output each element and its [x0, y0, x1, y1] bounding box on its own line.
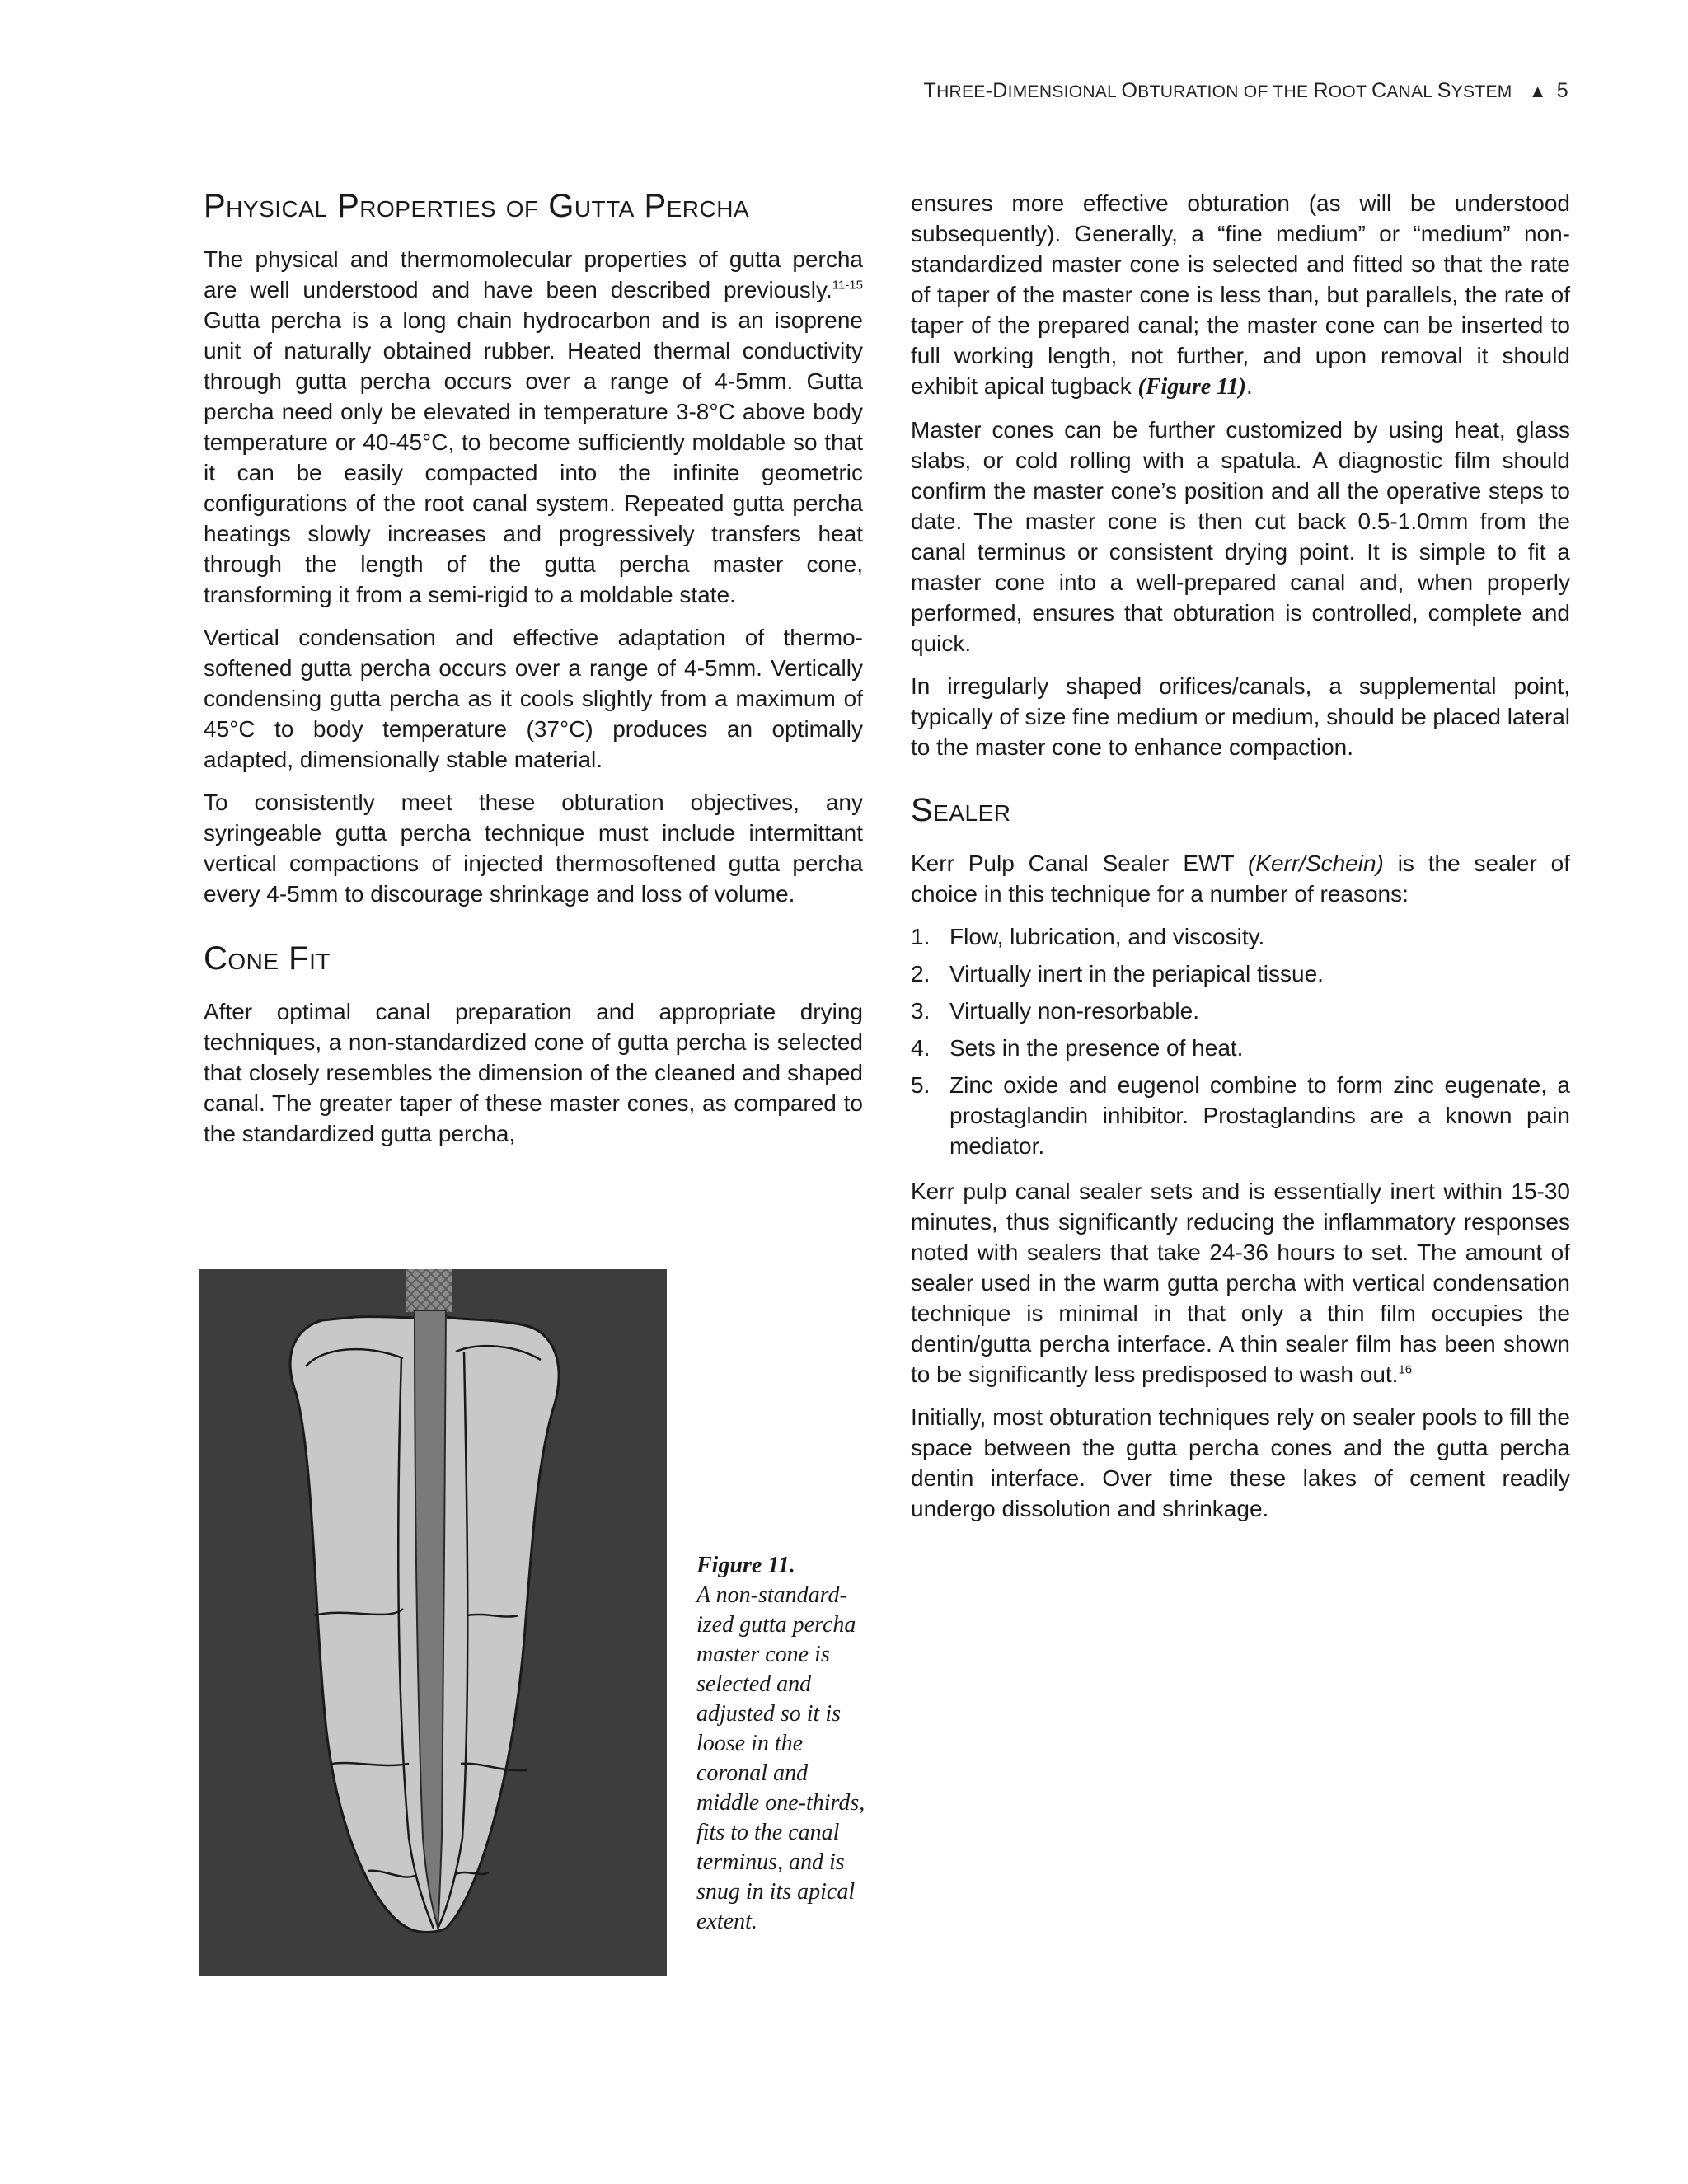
figure-11-illustration — [199, 1269, 667, 1976]
tooth-diagram — [199, 1269, 667, 1976]
running-head-title: THREE-DIMENSIONAL OBTURATION OF THE ROOT CANAL SYSTEM — [923, 79, 1512, 102]
figure-caption — [696, 1551, 874, 1937]
paragraph-obturation-objectives: To consistently meet these obturation objectives, any syringeable gutta percha technique must include intermittant vertical compactions of injected thermosoftened gutta percha every 4-5mm to discourage shrinkage and loss of volume. — [204, 790, 863, 907]
paragraph-cone-fit-continued: ensures more effective obturation (as will be understood subsequently). Generally, a “fine medium” or “medium” non-standardized master cone is selected and fitted so that the rate of taper of the master cone is less than, but parallels, the rate of taper of the prepared canal; the master cone can be inserted to full working length, not further, and upon removal it should exhibit apical tugback (Figure 11). — [911, 190, 1570, 400]
list-item: 2. Virtually inert in the periapical tissue. — [911, 961, 1324, 987]
figure-caption-text: A non-standard-ized gutta percha master cone is selected and adjusted so it is loose in the coronal and middle one-thirds, fits to the canal terminus, and is snug in its apical extent. — [696, 1582, 865, 1934]
citation: 16 — [1398, 1362, 1413, 1377]
right-column — [911, 188, 1570, 1536]
page-number: 5 — [1556, 79, 1568, 102]
left-column — [204, 188, 863, 1161]
paragraph-sealer-sets: Kerr pulp canal sealer sets and is essentially inert within 15-30 minutes, thus significantly reducing the inflammatory responses noted with sealers that take 24-36 hours to set. The amount of sealer used in the warm gutta percha with vertical condensation technique is minimal in that only a thin film occupies the dentin/gutta percha interface. A thin sealer film has been shown to be significantly less predisposed to wash out.$^{16}$ — [911, 1179, 1570, 1387]
paragraph-master-cones: Master cones can be further customized by using heat, glass slabs, or cold rolling with a spatula. A diagnostic film should confirm the master cone’s position and all the operative steps to date. The master cone is then cut back 0.5-1.0mm from the canal terminus or consistent drying point. It is simple to fit a master cone into a well-prepared canal and, when properly performed, ensures that obturation is controlled, complete and quick. — [911, 417, 1570, 656]
figure-reference: (Figure 11) — [1137, 374, 1246, 400]
list-item: 5. Zinc oxide and eugenol combine to form zinc eugenate, a prostaglandin inhibitor. Prostaglandins are a known pain mediator. — [911, 1072, 1570, 1159]
heading-physical-properties: Physical Properties of Gutta Percha — [204, 188, 750, 224]
paragraph-sealer-pools: Initially, most obturation techniques rely on sealer pools to fill the space between the gutta percha cones and the gutta percha dentin interface. Over time these lakes of cement readily undergo dissolution and shrinkage. — [911, 1404, 1570, 1521]
sealer-reasons-list — [911, 921, 1570, 1161]
list-item: 4. Sets in the presence of heat. — [911, 1035, 1244, 1061]
cone-handle — [406, 1269, 452, 1312]
heading-cone-fit: Cone Fit — [204, 940, 331, 977]
heading-sealer: Sealer — [911, 792, 1011, 828]
paragraph-vertical-condensation: Vertical condensation and effective adaptation of thermo-softened gutta percha occurs over a range of 4-5mm. Vertically condensing gutta percha as it cools slightly from a maximum of 45°C to body temperature (37°C) produces an optimally adapted, dimensionally stable material. — [204, 625, 863, 772]
triangle-icon: ▲ — [1528, 81, 1547, 101]
paragraph-sealer-intro: Kerr Pulp Canal Sealer EWT (Kerr/Schein) is the sealer of choice in this technique for a number of reasons: — [911, 851, 1570, 907]
running-head — [0, 79, 1568, 103]
paragraph-physical-properties: The physical and thermomolecular properties of gutta percha are well understood and have been described previously.$^{11-15}$ Gutta percha is a long chain hydrocarbon and is an isoprene unit of naturally obtained rubber. Heated thermal conductivity through gutta percha occurs over a range of 4-5mm. Gutta percha need only be elevated in temperature 3-8°C above body temperature or 40-45°C, to become sufficiently moldable so that it can be easily compacted into the infinite geometric configurations of the root canal system. Repeated gutta percha heatings slowly increases and progressively transfers heat through the length of the gutta percha master cone, transforming it from a semi-rigid to a moldable state. — [204, 246, 863, 607]
list-item: 1. Flow, lubrication, and viscosity. — [911, 924, 1265, 949]
figure-caption-title: Figure 11. — [696, 1553, 795, 1578]
list-item: 3. Virtually non-resorbable. — [911, 998, 1199, 1024]
citation: 11-15 — [832, 278, 863, 293]
paragraph-supplemental-point: In irregularly shaped orifices/canals, a supplemental point, typically of size fine medium or medium, should be placed lateral to the master cone to enhance compaction. — [911, 673, 1570, 760]
paragraph-cone-fit: After optimal canal preparation and appropriate drying techniques, a non-standardized cone of gutta percha is selected that closely resembles the dimension of the cleaned and shaped canal. The greater taper of these master cones, as compared to the standardized gutta percha, — [204, 999, 863, 1146]
